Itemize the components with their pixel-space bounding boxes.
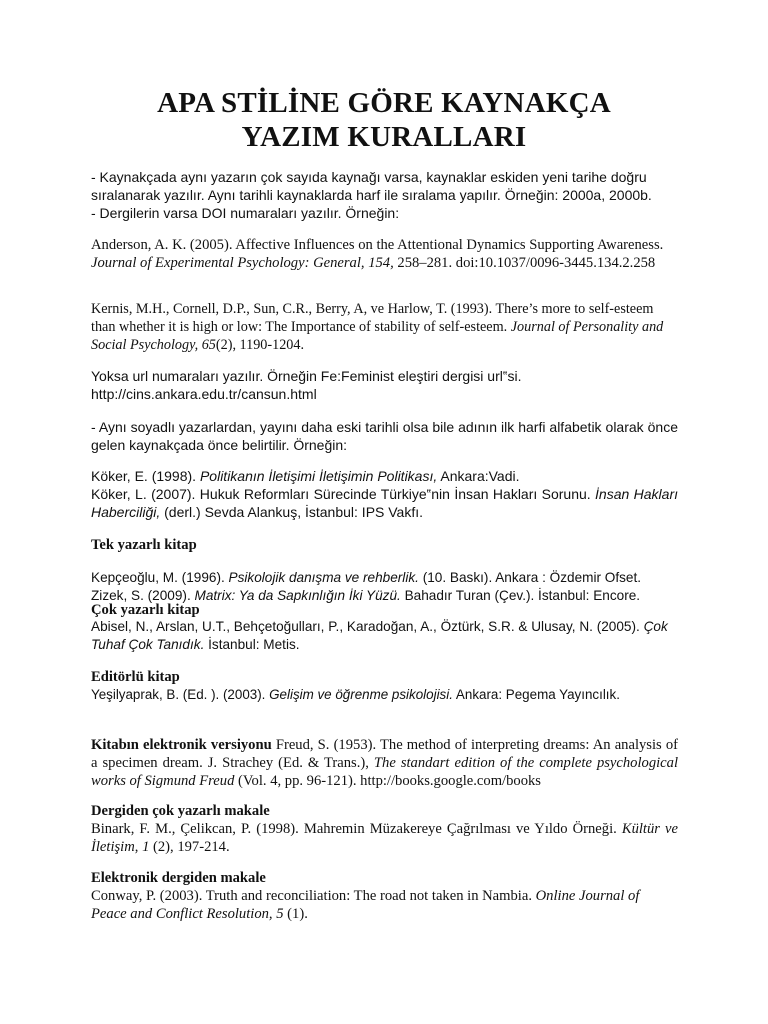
reference-kepceoglu: Kepçeoğlu, M. (1996). Psikolojik danışma ve rehberlik. (10. Baskı). Ankara : Özdemir Ofset. bbox=[91, 570, 642, 585]
section-single-author: Tek yazarlı kitap bbox=[91, 537, 197, 553]
koker-1: Köker, E. (1998). Politikanın İletişimi İletişimin Politikası, Ankara:Vadi. bbox=[91, 468, 520, 484]
surname-rule bbox=[91, 418, 678, 454]
page-title bbox=[0, 86, 768, 154]
section-electronic-book: Kitabın elektronik versiyonu bbox=[91, 737, 272, 753]
reference-abisel: Abisel, N., Arslan, U.T., Behçetoğulları, P., Karadoğan, A., Öztürk, S.R. & Ulusay, N. (2005). Çok Tuhaf Çok Tanıdık. İstanbul: Metis. bbox=[91, 619, 668, 652]
url-link[interactable]: http://cins.ankara.edu.tr/cansun.html bbox=[91, 386, 317, 402]
kernis-authors: Kernis, M.H., Cornell, D.P., Sun, C.R., Berry, A, ve Harlow, T. (1993). There’s more to self-esteem than whether it is high or low: The Importance of stability of self-esteem. bbox=[91, 301, 654, 335]
single-author-references bbox=[91, 569, 678, 605]
reference-binark: Binark, F. M., Çelikcan, P. (1998). Mahremin Müzakereye Çağrılması ve Yıldo Örneği. Kültür ve İletişim, 1 (2), 197-214. bbox=[91, 821, 678, 855]
kernis-journal: Journal of Personality and Social Psychology, 65 bbox=[91, 319, 664, 353]
intro-line-2: sıralanarak yazılır. Aynı tarihli kaynaklarda harf ile sıralama yapılır. Örneğin: 2000a, 2000b. bbox=[91, 187, 652, 203]
title-line-1: APA STİLİNE GÖRE KAYNAKÇA bbox=[157, 87, 611, 119]
reference-zizek: Zizek, S. (2009). Matrix: Ya da Sapkınlığın İki Yüzü. Bahadır Turan (Çev.). İstanbul: Encore. bbox=[91, 588, 641, 603]
section-multi-author: Çok yazarlı kitap bbox=[91, 602, 200, 618]
section-edited-book: Editörlü kitap bbox=[91, 669, 180, 685]
intro-paragraph bbox=[91, 168, 678, 222]
reference-koker bbox=[91, 467, 678, 521]
kernis-pages: (2), 1190-1204. bbox=[215, 337, 305, 353]
section-journal-multi: Dergiden çok yazarlı makale bbox=[91, 803, 270, 819]
reference-freud: Kitabın elektronik versiyonu Freud, S. (1953). The method of interpreting dreams: An analysis of a specimen dream. J. Strachey (Ed. & Trans.), The standart edition of the complete psychological works of Sigmund Freud (Vol. 4, pp. 96-121). http://books.google.com/books bbox=[91, 737, 678, 789]
reference-kernis bbox=[91, 300, 678, 354]
title-line-2: YAZIM KURALLARI bbox=[241, 121, 527, 153]
anderson-pages: 258–281. doi:10.1037/0096-3445.134.2.258 bbox=[393, 255, 656, 271]
url-note-text: Yoksa url numaraları yazılır. Örneğin Fe:Feminist eleştiri dergisi url‟si. bbox=[91, 368, 522, 384]
anderson-authors: Anderson, A. K. (2005). Affective Influences on the Attentional Dynamics Supporting Awareness. bbox=[91, 237, 664, 253]
reference-conway: Conway, P. (2003). Truth and reconciliation: The road not taken in Nambia. Online Journal of Peace and Conflict Resolution, 5 (1). bbox=[91, 888, 640, 922]
intro-line-3: - Dergilerin varsa DOI numaraları yazılır. Örneğin: bbox=[91, 205, 400, 221]
section-electronic-journal: Elektronik dergiden makale bbox=[91, 870, 266, 886]
reference-anderson bbox=[91, 236, 678, 272]
reference-yesilyaprak: Yeşilyaprak, B. (Ed. ). (2003). Gelişim ve öğrenme psikolojisi. Ankara: Pegema Yayıncılık. bbox=[91, 687, 620, 702]
intro-line-1: - Kaynakçada aynı yazarın çok sayıda kaynağı varsa, kaynaklar eskiden yeni tarihe doğru bbox=[91, 169, 647, 185]
surname-rule-text: - Aynı soyadlı yazarlardan, yayını daha eski tarihli olsa bile adının ilk harfi alfabetik olarak önce gelen kaynakçada önce belirtilir. Örneğin: bbox=[91, 419, 678, 453]
anderson-journal: Journal of Experimental Psychology: General, 154, bbox=[91, 255, 394, 271]
koker-2: Köker, L. (2007). Hukuk Reformları Sürecinde Türkiye‟nin İnsan Hakları Sorunu. İnsan Hakları Haberciliği, (derl.) Sevda Alankuş, İstanbul: IPS Vakfı. bbox=[91, 486, 679, 520]
url-note bbox=[91, 367, 678, 403]
